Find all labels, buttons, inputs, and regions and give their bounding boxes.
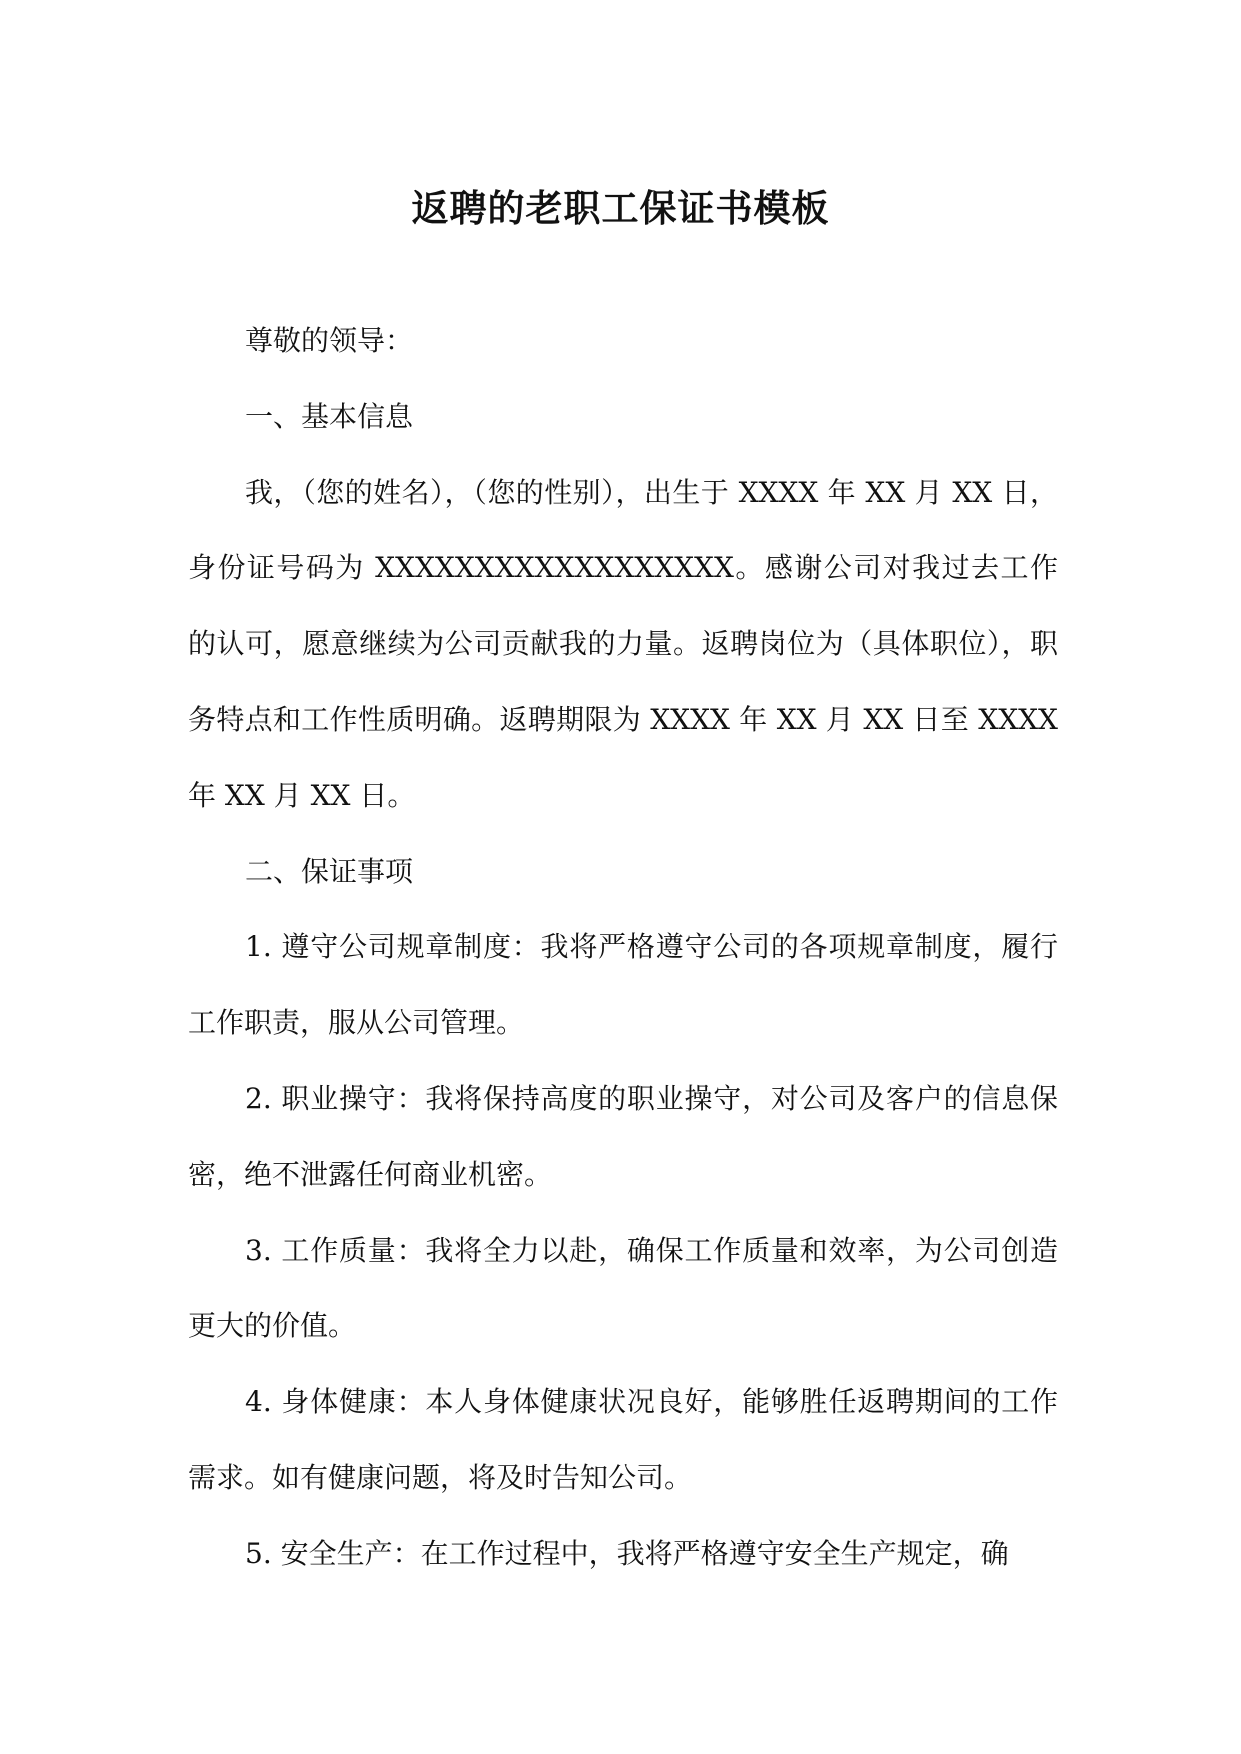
salutation: 尊敬的领导： [245, 324, 414, 357]
guarantee-item-3: 3. 工作质量：我将全力以赴，确保工作质量和效率，为公司创造更大的价值。 [188, 1233, 1058, 1343]
document-title: 返聘的老职工保证书模板 [411, 186, 830, 230]
document-body [188, 303, 1058, 1592]
guarantee-item-2: 2. 职业操守：我将保持高度的职业操守，对公司及客户的信息保密，绝不泄露任何商业机密。 [188, 1081, 1058, 1191]
section-heading-guarantees: 二、保证事项 [245, 854, 414, 888]
section-heading-basic-info: 一、基本信息 [245, 399, 414, 433]
guarantee-item-5: 5. 安全生产：在工作过程中，我将严格遵守安全生产规定，确 [245, 1536, 1009, 1570]
guarantee-item-4: 4. 身体健康：本人身体健康状况良好，能够胜任返聘期间的工作需求。如有健康问题，将及时告知公司。 [188, 1385, 1058, 1494]
basic-info-paragraph: 我，（您的姓名），（您的性别），出生于 XXXX 年 XX 月 XX 日，身份证号码为 XXXXXXXXXXXXXXXXXX。感谢公司对我过去工作的认可，愿意继续为公司贡献我的力量。返聘岗位为（具体职位），职务特点和工作性质明确。返聘期限为 XXXX 年 XX 月 XX 日至 XXXX 年 XX 月 XX 日。 [188, 475, 1058, 812]
guarantee-item-1: 1. 遵守公司规章制度：我将严格遵守公司的各项规章制度，履行工作职责，服从公司管理。 [188, 930, 1058, 1040]
